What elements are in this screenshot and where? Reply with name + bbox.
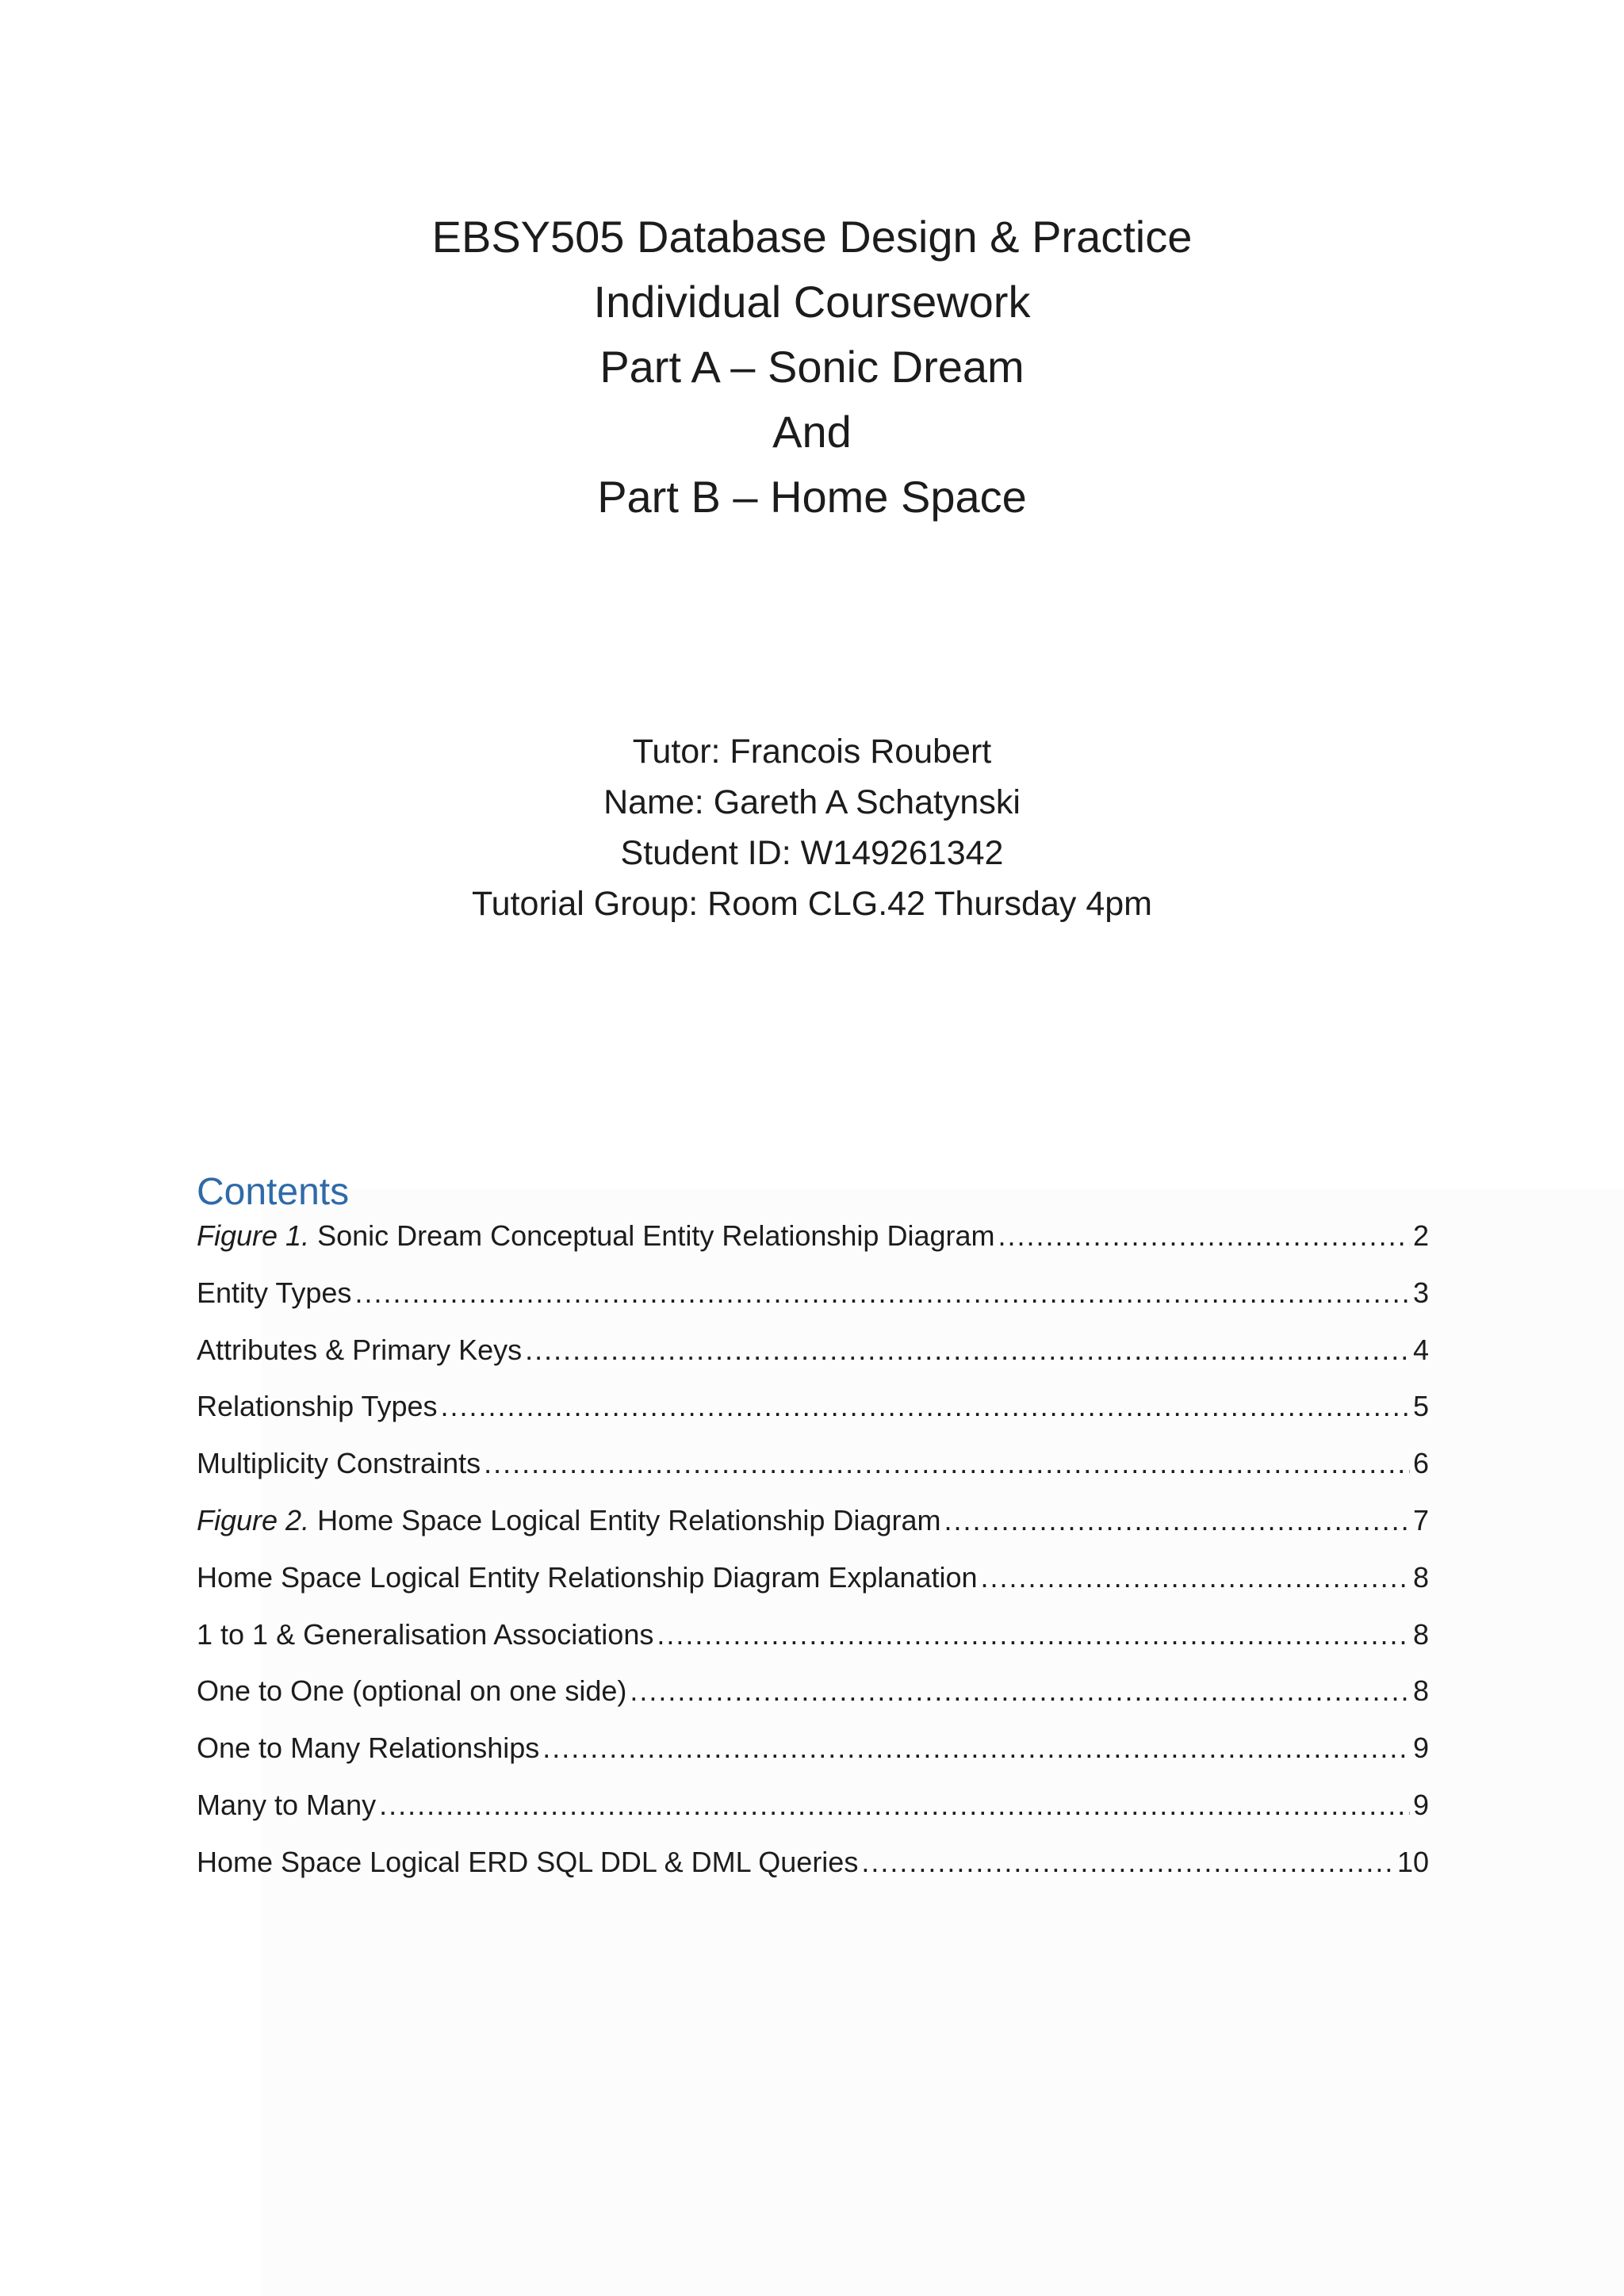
title-line-course: EBSY505 Database Design & Practice xyxy=(431,212,1193,262)
toc-page-number: 7 xyxy=(1412,1503,1429,1536)
toc-page-number: 5 xyxy=(1412,1390,1429,1423)
toc-entry-relationship-types[interactable] xyxy=(197,1390,1429,1447)
toc-entry-title: Entity Types xyxy=(197,1276,352,1309)
toc-entry-title: Home Space Logical Entity Relationship Diagram Explanation xyxy=(197,1560,978,1594)
name-line: Name: Gareth A Schatynski xyxy=(603,783,1021,821)
title-line-coursework: Individual Coursework xyxy=(593,277,1031,327)
toc-entry-figure-label: Figure 2. xyxy=(197,1503,310,1536)
toc-entry-title: Home Space Logical ERD SQL DDL & DML Queries xyxy=(197,1845,859,1878)
toc-entry-title: One to Many Relationships xyxy=(197,1732,540,1765)
toc-entry-figure-1[interactable] xyxy=(197,1219,1429,1276)
toc-dot-leader xyxy=(484,1447,1410,1480)
toc-page-number: 8 xyxy=(1412,1674,1429,1708)
toc-dot-leader xyxy=(379,1789,1410,1822)
title-line-part-b: Part B – Home Space xyxy=(597,472,1027,522)
toc-dot-leader xyxy=(542,1732,1410,1765)
toc-entry-title: Many to Many xyxy=(197,1788,377,1821)
toc-entry-one-to-one[interactable] xyxy=(197,1674,1429,1732)
toc-entry-attributes[interactable] xyxy=(197,1334,1429,1391)
toc-dot-leader xyxy=(354,1276,1410,1310)
toc-page-number: 8 xyxy=(1412,1617,1429,1651)
toc-page-number: 9 xyxy=(1412,1788,1429,1821)
toc-dot-leader xyxy=(525,1334,1410,1367)
tutorial-group-line: Tutorial Group: Room CLG.42 Thursday 4pm xyxy=(472,885,1152,923)
toc-dot-leader xyxy=(657,1618,1410,1651)
toc-dot-leader xyxy=(630,1674,1410,1708)
toc-entry-text xyxy=(197,1219,994,1253)
toc-dot-leader xyxy=(441,1390,1410,1423)
toc-page-number: 10 xyxy=(1396,1845,1429,1878)
toc-entry-figure-label: Figure 1. xyxy=(197,1219,310,1252)
toc-dot-leader xyxy=(861,1846,1394,1879)
toc-entry-entity-types[interactable] xyxy=(197,1276,1429,1334)
toc-page-number: 4 xyxy=(1412,1333,1429,1366)
toc-entry-one-to-many[interactable] xyxy=(197,1732,1429,1789)
toc-entry-text xyxy=(197,1504,940,1537)
toc-entry-title: 1 to 1 & Generalisation Associations xyxy=(197,1617,654,1651)
toc-dot-leader xyxy=(944,1504,1409,1537)
toc-entry-many-to-many[interactable] xyxy=(197,1789,1429,1846)
student-id-line: Student ID: W149261342 xyxy=(620,834,1004,872)
document-title xyxy=(0,205,1624,530)
title-line-part-a: Part A – Sonic Dream xyxy=(599,342,1025,392)
toc-page-number: 3 xyxy=(1412,1276,1429,1309)
toc-entry-sql-queries[interactable] xyxy=(197,1846,1429,1903)
toc-entry-title: Multiplicity Constraints xyxy=(197,1447,481,1480)
tutor-line: Tutor: Francois Roubert xyxy=(632,733,992,771)
contents-heading: Contents xyxy=(197,1171,350,1213)
toc-entry-title: Home Space Logical Entity Relationship Diagram xyxy=(309,1503,941,1536)
toc-entry-title: One to One (optional on one side) xyxy=(197,1674,627,1708)
toc-dot-leader xyxy=(981,1561,1410,1594)
toc-entry-title: Sonic Dream Conceptual Entity Relationship Diagram xyxy=(309,1219,995,1252)
table-of-contents xyxy=(197,1219,1429,1903)
toc-entry-generalisation[interactable] xyxy=(197,1618,1429,1675)
toc-entry-figure-2[interactable] xyxy=(197,1504,1429,1561)
toc-dot-leader xyxy=(998,1219,1409,1253)
toc-entry-title: Relationship Types xyxy=(197,1390,438,1423)
toc-page-number: 2 xyxy=(1412,1219,1429,1252)
author-info xyxy=(0,726,1624,929)
title-line-and: And xyxy=(772,407,852,457)
toc-page-number: 8 xyxy=(1412,1560,1429,1594)
toc-page-number: 9 xyxy=(1412,1732,1429,1765)
toc-entry-title: Attributes & Primary Keys xyxy=(197,1333,523,1366)
toc-entry-erd-explanation[interactable] xyxy=(197,1561,1429,1618)
toc-page-number: 6 xyxy=(1412,1447,1429,1480)
toc-entry-multiplicity[interactable] xyxy=(197,1447,1429,1504)
